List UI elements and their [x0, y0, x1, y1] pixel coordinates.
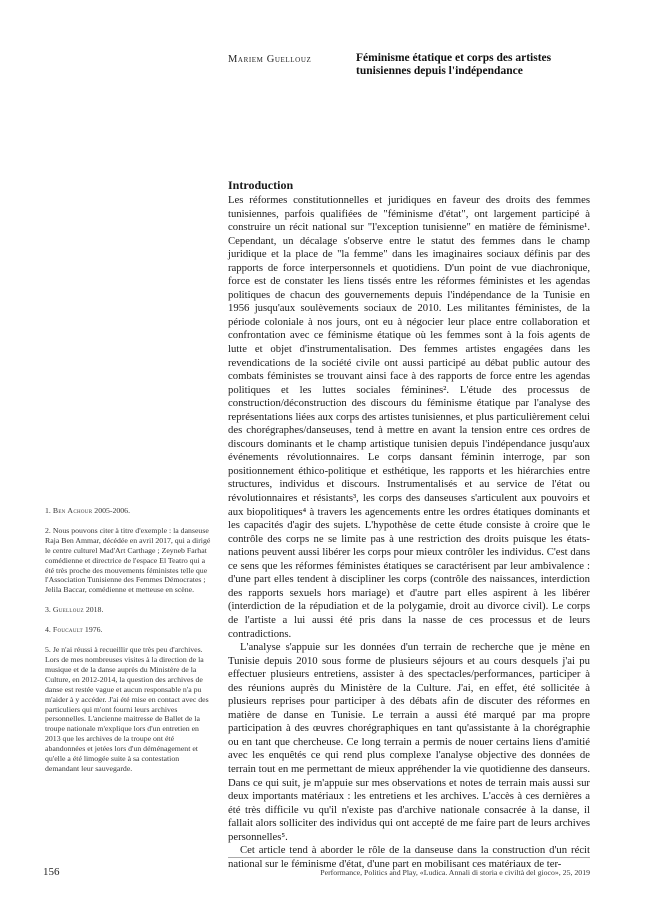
footnote-author: Ben Achour — [52, 506, 93, 515]
footnotes — [45, 506, 215, 784]
footnote-text: Nous pouvons citer à titre d'exemple : la danseuse Raja Ben Ammar, décédée en avril 2017, qui a dirigé le centre culturel Mad'Art Carthage ; Zeyneb Farhat comédienne et directrice de l'espace El Teatro qui a été très proche des mouvements féministes telle que l'Association Tunisienne des Femmes Démocrates ; Jelila Baccar, comédienne et metteuse en scène. — [45, 525, 211, 595]
paragraph: Les réformes constitutionnelles et juridiques en faveur des droits des femmes tunisiennes, parfois qualifiées de "féminisme d'état", ont largement participé à construire un récit national sur "l'exception tunisienne" en matière de féminisme¹. Cependant, un décalage s'observe entre le statut des femmes dans le champ juridique et la place de "la femme" dans les imaginaires sociaux définis par des rapports de force interpersonnels et quotidiens. D'un point de vue diachronique, force est de constater les liens tissés entre les réformes féministes et les agendas politiques de chacun des gouvernements depuis l'indépendance de la Tunisie en 1956 jusqu'aux soulèvements sociaux de 2010. Les militantes féministes, de la période coloniale à nos jours, ont eu à négocier leur place entre collaboration et confrontation avec ce féminisme étatique où les femmes sont à la fois agents de lutte et objet d'instrumentalisation. Des femmes artistes engagées dans les revendications de la société civile ont aussi participé au débat public autour des combats féministes se trouvant ainsi face à des rapports de force entre les agendas politiques et les luttes sociales féminines². L'étude des processus de construction/déconstruction des discours du féminisme étatique par l'analyse des représentations liées aux corps des artistes tunisiennes, et plus particulièrement celui des chorégraphes/danseuses, tend à mettre en avant la tension entre ces ordres de discours dominants et le champ artistique tunisien depuis l'indépendance jusqu'aux événements révolutionnaires. Le corps dansant féminin interroge, par son positionnement éthico-politique et esthétique, les rapports et les hiérarchies entre structures, individus et discours. Instrumentalisés et au service de l'état ou révolutionnaires et résistants³, les corps des danseuses s'articulent aux pouvoirs et aux biopolitiques⁴ à travers les agencements entre les ordres étatiques dominants et les capacités d'agir des sujets. L'hypothèse de cette étude consiste à croire que le contrôle des corps ne se limite pas à une restriction des droits puisque les états-nations peuvent aussi libérer les corps pour mieux contrôler les individus. C'est dans ce sens que les réformes féministes étatiques se caractérisent par leur ambivalence : d'une part elles tendent à discipliner les corps (contrôle des naissances, interdiction des rapports sexuels hors mariage) et d'autre part elles aspirent à les libérer (interdiction de la répudiation et de la polygamie, droit au divorce civil). Le corps de l'artiste a lui aussi été pris dans la nasse de ces processus et de leurs contradictions. — [228, 194, 590, 640]
footnote-author: Guellouz — [52, 605, 84, 615]
running-header-author: Mariem Guellouz — [228, 54, 312, 65]
footnote-3 — [45, 605, 215, 615]
footnote-number: 2. — [45, 525, 51, 535]
footnote-5 — [45, 645, 215, 774]
main-text — [228, 178, 590, 871]
footer-divider — [228, 857, 590, 858]
footnote-1 — [45, 506, 215, 516]
footnote-text: Je n'ai réussi à recueillir que très peu d'archives. Lors de mes nombreuses visites à la direction de la musique et de la danse auprès du Ministère de la Culture, en 2012-2014, la question des archives de danse est restée vague et aucun responsable n'a pu m'aider à y accéder. J'ai été mise en contact avec des particuliers qui m'ont fourni leurs archives personnelles. L'ancienne maitresse de Ballet de la troupe nationale m'explique lors d'un entretien en 2013 que les archives de la troupe ont été abandonnées et jetées lors d'un déménagement et qu'elle a été limogée suite à sa contestation demandant leur sauvegarde. — [45, 645, 209, 773]
section-heading: Introduction — [228, 178, 294, 192]
running-header-title: Féminisme étatique et corps des artistes tunisiennes depuis l'indépendance — [356, 52, 552, 77]
footnote-text: 2018. — [83, 605, 104, 615]
footnote-number: 3. — [45, 605, 51, 615]
paragraph: Cet article tend à aborder le rôle de la danseuse dans la construction d'un récit national sur le féminisme d'état, d'une part en mobilisant ces matériaux de ter- — [228, 844, 590, 870]
footnote-text: 2005-2006. — [92, 506, 131, 515]
paragraph: L'analyse s'appuie sur les données d'un terrain de recherche que je mène en Tunisie depuis 2010 sous forme de plusieurs séjours et au cours desquels j'ai pu effectuer plusieurs entretiens, assister à des spectacles/performances, participer à des réunions auprès du Ministère de la Culture. J'ai, en effet, été sollicitée à plusieurs reprises pour participer à des débats afin de discuter des réformes en matière de danse en Tunisie. Le terrain a aussi été marqué par ma propre participation à des œuvres chorégraphiques en tant qu'assistante à la chorégraphie ou en tant que chercheuse. Ce long terrain a permis de nouer certains liens d'amitié avec les enquêtés ce qui rend plus complexe l'analyse objective des données de terrain tout en me permettant de mieux appréhender la vie quotidienne des danseurs. Dans ce qui suit, je m'appuie sur mes observations et notes de terrain mais aussi sur deux importants matériaux : les entretiens et les archives. L'accès à ces dernières a été très difficile vu qu'il n'existe pas d'archive nationale consacrée à la danse, il fallait alors solliciter des individus qui ont accepté de me faire part de leurs archives personnelles⁵. — [228, 641, 590, 843]
footnote-number: 4. — [45, 625, 51, 635]
footnote-4 — [45, 625, 215, 635]
footnote-number: 5. — [45, 645, 51, 655]
footnote-2 — [45, 526, 215, 595]
footnote-text: 1976. — [82, 625, 103, 635]
footnote-author: Foucault — [52, 625, 83, 635]
footnote-number: 1. — [45, 506, 51, 515]
page-number: 156 — [43, 866, 60, 878]
journal-citation: Performance, Politics and Play, «Ludica. Annali di storia e civiltà del gioco», 25, 2019 — [320, 868, 590, 877]
